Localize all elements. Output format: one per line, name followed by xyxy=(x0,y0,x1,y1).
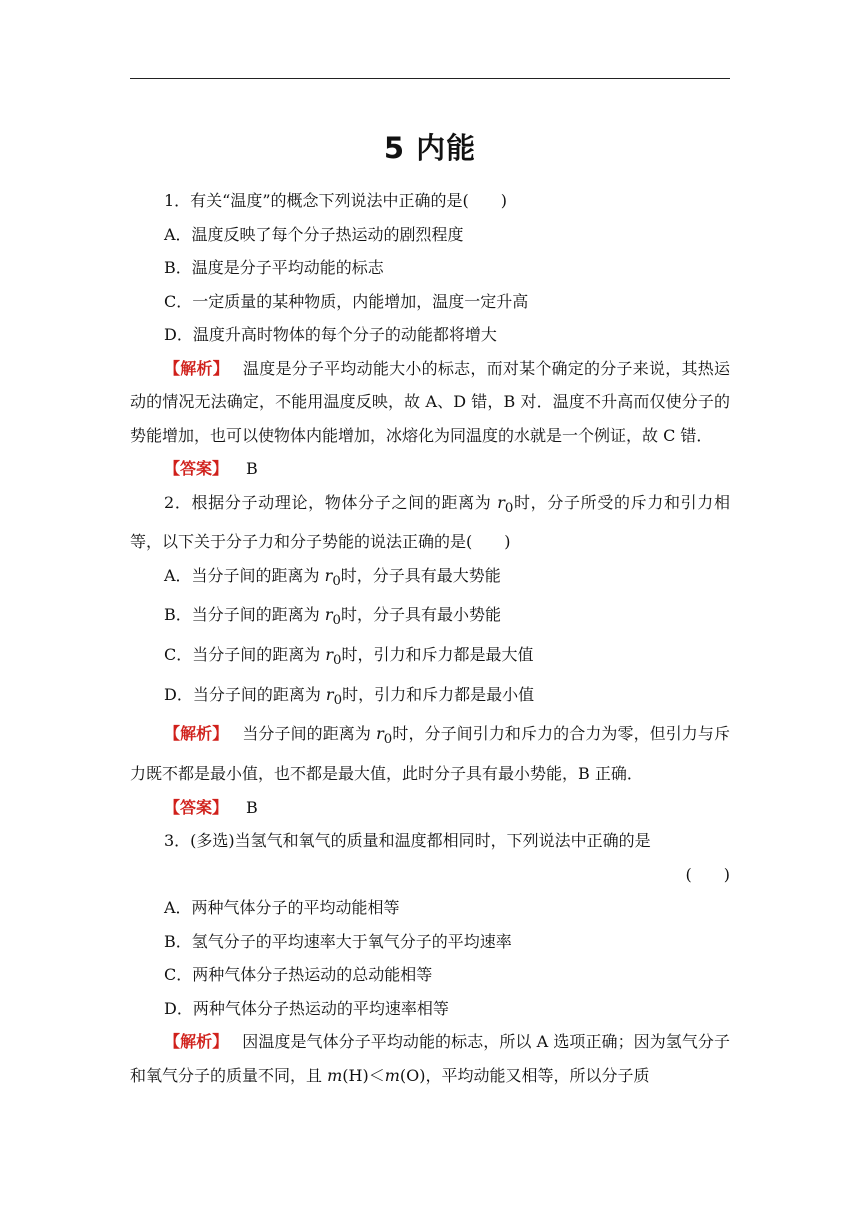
q2-option-c: C．当分子间的距离为 $r_0$时，引力和斥力都是最大值 xyxy=(164,645,534,669)
q2-stem: 2．根据分子动理论，物体分子之间的距离为 $r_0$时，分子所受的斥力和引力相等，以下关于分子力和分子势能的说法正确的是( ) xyxy=(130,492,730,552)
q1-answer-value: B xyxy=(246,459,258,478)
q3-analysis: 【解析】 因温度是气体分子平均动能的标志，所以 A 选项正确；因为氢气分子和氧气分子的质量不同，且 m(H)＜m(O)，平均动能又相等，所以分子质 xyxy=(130,1032,730,1085)
q3-option-c: C．两种气体分子热运动的总动能相等 xyxy=(164,965,433,985)
q2-analysis: 【解析】 当分子间的距离为 $r_0$时，分子间引力和斥力的合力为零，但引力与斥力既不都是最小值，也不都是最大值，此时分子具有最小势能，B 正确． xyxy=(130,724,730,784)
r0-symbol: r xyxy=(497,492,505,512)
q2-answer xyxy=(130,791,730,825)
q3-option-b: B．氢气分子的平均速率大于氧气分子的平均速率 xyxy=(164,931,512,951)
answer-label: 【答案】 xyxy=(164,459,229,478)
document-body xyxy=(130,184,730,1092)
q1-answer xyxy=(130,452,730,486)
q1-stem: 1．有关“温度”的概念下列说法中正确的是( ) xyxy=(164,191,508,210)
q2-answer-value: B xyxy=(246,797,258,817)
q2-option-b: B．当分子间的距离为 $r_0$时，分子具有最小势能 xyxy=(164,605,502,629)
q1-option-b: B．温度是分子平均动能的标志 xyxy=(164,258,384,277)
q3-option-d: D．两种气体分子热运动的平均速率相等 xyxy=(164,998,449,1018)
q3-option-a: A．两种气体分子的平均动能相等 xyxy=(164,898,400,918)
q2-option-a: A．当分子间的距离为 $r_0$时，分子具有最大势能 xyxy=(164,565,501,589)
q1-analysis-text: 温度是分子平均动能大小的标志，而对某个确定的分子来说，其热运动的情况无法确定，不能用温度反映，故 A、D 错，B 对．温度不升高而仅使分子的势能增加，也可以使物体内能增加，冰熔化为同温度的水就是一个例证，故 C 错． xyxy=(130,358,730,445)
header-rule xyxy=(130,78,730,79)
q1-option-d: D．温度升高时物体的每个分子的动能都将增大 xyxy=(164,325,497,344)
q3-stem: 3．(多选)当氢气和氧气的质量和温度都相同时，下列说法中正确的是 xyxy=(164,831,651,851)
answer-label: 【答案】 xyxy=(164,797,229,817)
analysis-label: 【解析】 xyxy=(164,1032,229,1052)
analysis-label: 【解析】 xyxy=(164,358,229,378)
q1-analysis xyxy=(130,352,730,453)
q3-answer-bracket: ( ) xyxy=(685,864,730,884)
page-title: 5 内能 xyxy=(383,131,477,165)
q2-option-d: D．当分子间的距离为 $r_0$时，引力和斥力都是最小值 xyxy=(164,684,535,708)
analysis-label: 【解析】 xyxy=(164,724,229,744)
q1-option-a: A．温度反映了每个分子热运动的剧烈程度 xyxy=(164,224,464,244)
q1-option-c: C．一定质量的某种物质，内能增加，温度一定升高 xyxy=(164,291,529,311)
